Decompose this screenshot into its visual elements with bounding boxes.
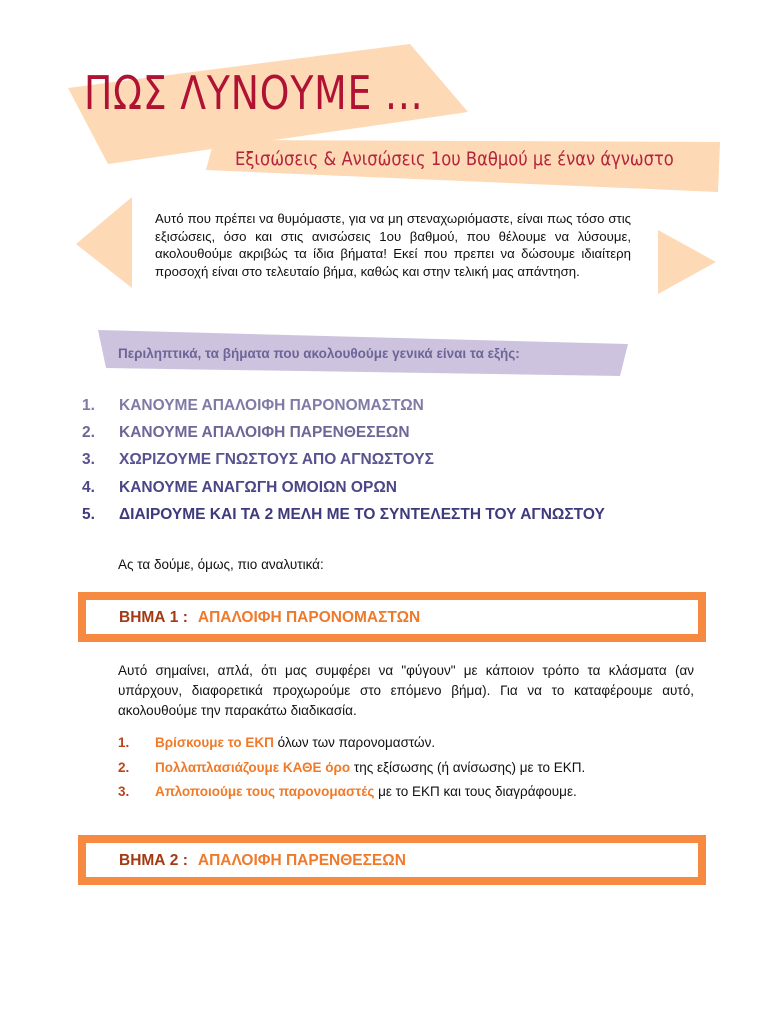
summary-heading: Περιληπτικά, τα βήματα που ακολουθούμε γενικά είναι τα εξής:: [118, 346, 520, 361]
step-text: ΔΙΑΙΡΟΥΜΕ ΚΑΙ ΤΑ 2 ΜΕΛΗ ΜΕ ΤΟ ΣΥΝΤΕΛΕΣΤΗ ΤΟΥ ΑΓΝΩΣΤΟΥ: [119, 505, 605, 523]
step-number: 4.: [82, 478, 95, 496]
step1-heading-box: [78, 592, 706, 642]
step-text: ΚΑΝΟΥΜΕ ΑΠΑΛΟΙΦΗ ΠΑΡΕΝΘΕΣΕΩΝ: [119, 424, 410, 442]
steps-list-item: [82, 396, 605, 423]
steps-list-item: [82, 423, 605, 450]
procedure-highlight: Απλοποιούμε τους παρονομαστές: [155, 784, 375, 799]
step1-title: ΑΠΑΛΟΙΦΗ ΠΑΡΟΝΟΜΑΣΤΩΝ: [197, 609, 421, 626]
header-decoration: [0, 0, 768, 400]
step-number: 1.: [82, 397, 95, 414]
left-arrow-shape: [76, 197, 132, 288]
step2-label: ΒΗΜΑ 2 :: [119, 852, 188, 869]
steps-list-item: [82, 450, 605, 477]
procedure-text: όλων των παρονομαστών.: [273, 735, 436, 750]
page-title: ΠΩΣ ΛΥΝΟΥΜΕ ...: [84, 66, 424, 120]
step1-procedure-list: [118, 734, 585, 808]
step2-heading: [119, 852, 406, 870]
step1-heading: [119, 609, 420, 627]
procedure-number: 1.: [118, 735, 130, 750]
page-subtitle: Εξισώσεις & Ανισώσεις 1ου Βαθμού με έναν άγνωστο: [235, 148, 674, 170]
procedure-number: 3.: [118, 784, 130, 799]
procedure-highlight: Βρίσκουμε το ΕΚΠ: [155, 735, 274, 750]
step-text: ΚΑΝΟΥΜΕ ΑΝΑΓΩΓΗ ΟΜΟΙΩΝ ΟΡΩΝ: [119, 478, 397, 496]
procedure-number: 2.: [118, 759, 130, 775]
lead-text: Ας τα δούμε, όμως, πιο αναλυτικά:: [118, 557, 324, 572]
step-number: 3.: [82, 451, 95, 469]
right-arrow-shape: [658, 230, 716, 294]
procedure-item: [118, 783, 585, 808]
procedure-item: [118, 734, 585, 759]
step-text: ΧΩΡΙΖΟΥΜΕ ΓΝΩΣΤΟΥΣ ΑΠΟ ΑΓΝΩΣΤΟΥΣ: [119, 451, 434, 469]
procedure-item: [118, 759, 585, 784]
step-number: 2.: [82, 424, 95, 442]
step1-paragraph: Αυτό σημαίνει, απλά, ότι μας συμφέρει να "φύγουν" με κάποιον τρόπο τα κλάσματα (αν υπάρχουν, διαφορετικά προχωρούμε στο επόμενο βήμα). Για να το καταφέρουμε αυτό, ακολουθούμε την παρακάτω διαδικασία.: [118, 663, 694, 718]
step-number: 5.: [82, 505, 95, 523]
steps-list: [82, 396, 605, 532]
step-text: ΚΑΝΟΥΜΕ ΑΠΑΛΟΙΦΗ ΠΑΡΟΝΟΜΑΣΤΩΝ: [119, 397, 424, 414]
step1-label: ΒΗΜΑ 1 :: [119, 609, 188, 626]
step2-heading-box: [78, 835, 706, 885]
steps-list-item: [82, 478, 605, 505]
procedure-text: με το ΕΚΠ και τους διαγράφουμε.: [374, 784, 577, 799]
steps-list-item: [82, 505, 605, 532]
procedure-highlight: Πολλαπλασιάζουμε ΚΑΘΕ όρο: [155, 759, 351, 775]
procedure-text: της εξίσωσης (ή ανίσωσης) με το ΕΚΠ.: [350, 759, 586, 775]
step2-title: ΑΠΑΛΟΙΦΗ ΠΑΡΕΝΘΕΣΕΩΝ: [197, 852, 406, 869]
intro-paragraph: Αυτό που πρέπει να θυμόμαστε, για να μη στεναχωριόμαστε, είναι πως τόσο στις εξισώσεις, όσο και στις ανισώσεις 1ου βαθμού, που θέλουμε να λύσουμε, ακολουθούμε ακριβώς τα ίδια βήματα! Εκεί που πρεπει να δώσουμε ιδιαίτερη προσοχή είναι στο τελευταίο βήμα, καθώς και στην τελική μας απάντηση.: [155, 211, 631, 279]
